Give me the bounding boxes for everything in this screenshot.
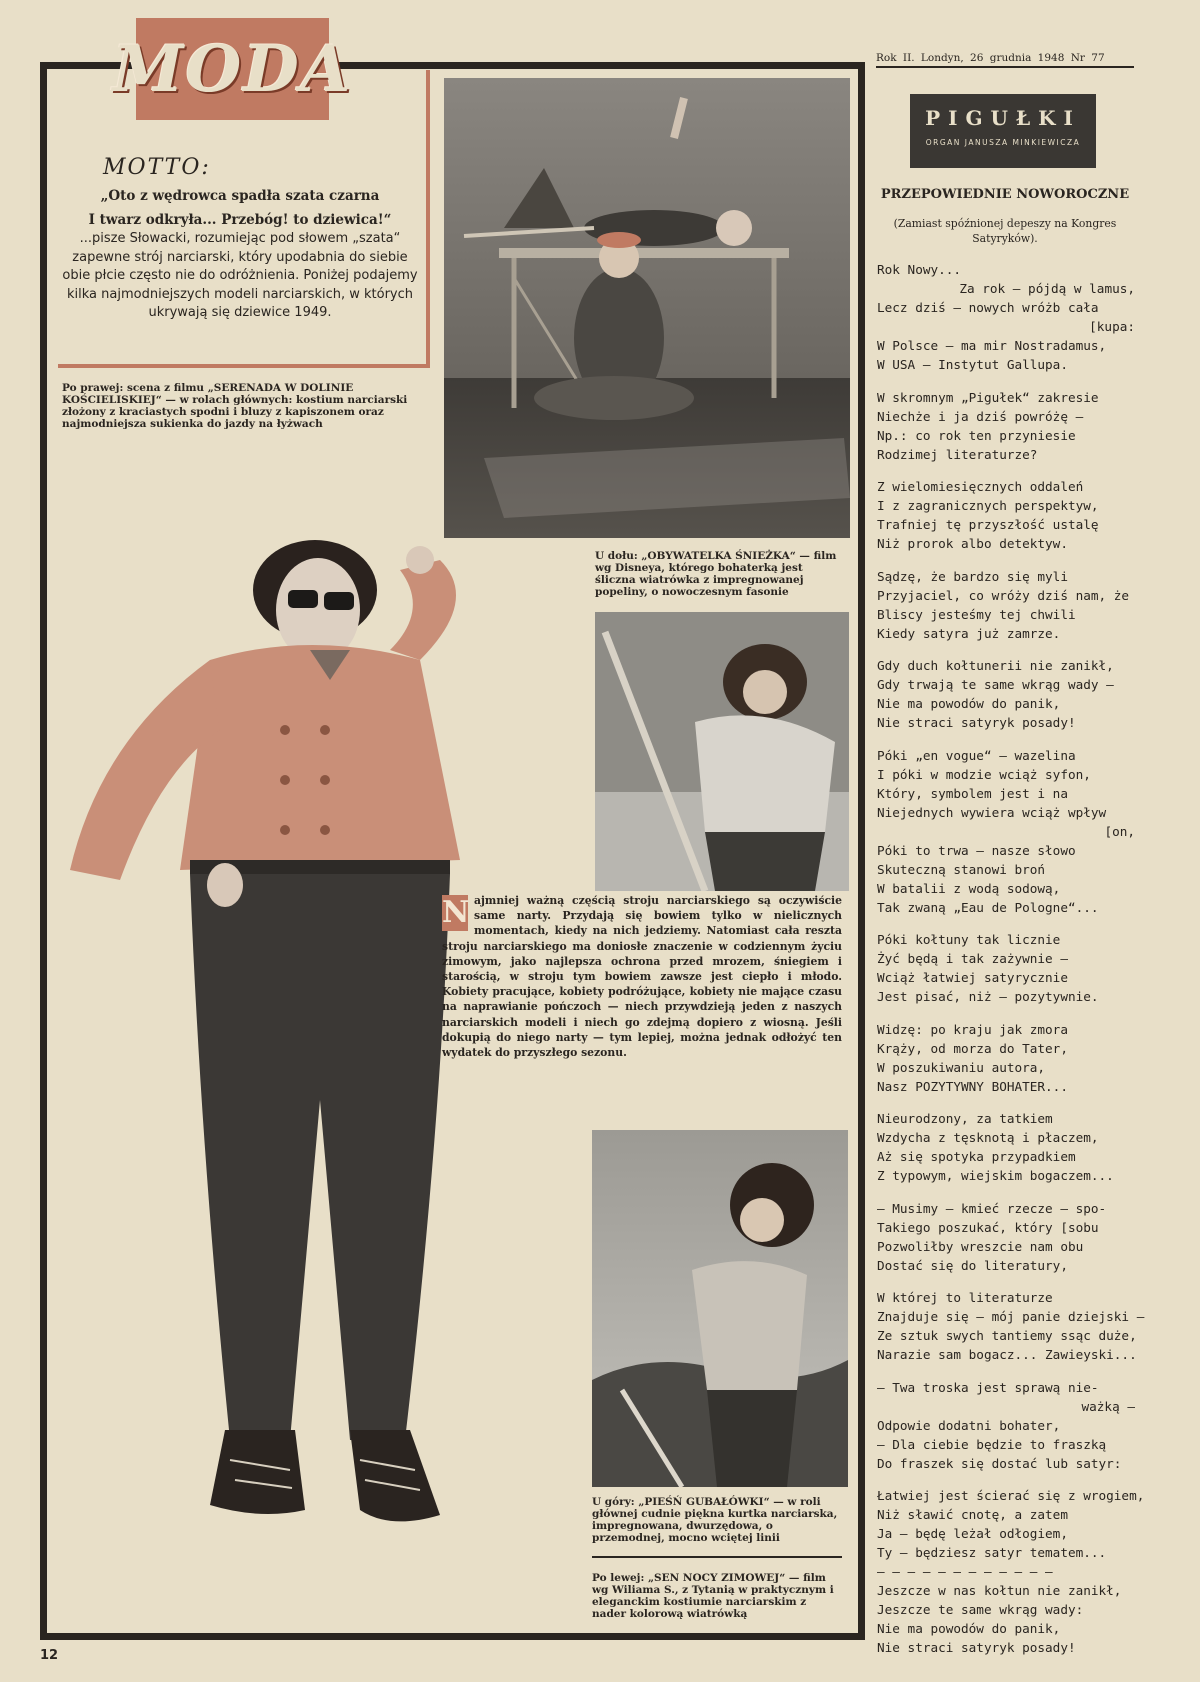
photo-gubalowka-illustration: [592, 1130, 848, 1487]
poem-line: Jeszcze te same wkrąg wady:: [877, 1602, 1084, 1617]
poem-line: Póki to trwa — nasze słowo: [877, 842, 1076, 858]
poem-line: — Twa troska jest sprawą nie-: [877, 1379, 1099, 1395]
fashion-model-figure: [60, 540, 600, 1630]
poem-line: Niechże i ja dziś powróżę —: [877, 408, 1084, 424]
poem-line: Ty — będziesz satyr tematem...: [877, 1545, 1107, 1560]
poem-line: Nie straci satyryk posady!: [877, 1640, 1076, 1655]
poem-line: Z wielomiesięcznych oddaleń: [877, 479, 1084, 494]
poem-line: Nie ma powodów do panik,: [877, 1621, 1061, 1636]
poem-line: Krąży, od morza do Tater,: [877, 1040, 1068, 1056]
poem-line: Ja — będę leżał odłogiem,: [877, 1526, 1068, 1541]
poem-line: — Musimy — kmieć rzecze — spo-: [877, 1200, 1107, 1216]
caption-sen-nocy: Po lewej: „SEN NOCY ZIMOWEJ“ — film wg Wiliama S., z Tytanią w praktycznym i eleganckim kostiumie narciarskim z nader kolorową wiatrówką: [592, 1572, 834, 1620]
poem-line: Trafniej tę przyszłość ustalę: [877, 517, 1099, 532]
poem-stanza: [877, 260, 1135, 374]
article-body: ajmniej ważną częścią stroju narciarskiego są oczywiście same narty. Przydają się bowiem tylko w nielicznych momentach, kiedy na nich jedziemy. Natomiast cała reszta stroju narciarskiego ma doniosłe znaczenie w codziennym życiu zimowym, jako najlepsza ochrona przed mrozem, śniegiem i starością, w stroju tym bowiem zawsze jest ciepło i młodo. Kobiety pracujące, kobiety podróżujące, kobiety nie mające czasu na naprawianie pończoch — niech przywdzieją jeden z naszych narciarskich modeli i niech go zdejmą dopiero z wiosną. Jeśli dokupią do niego narty — tym lepiej, można jednak odłożyć ten wydatek do przyszłego sezonu.: [442, 894, 842, 1060]
poem-stanza: [877, 746, 1135, 917]
poem-line: Niż prorok albo detektyw.: [877, 536, 1068, 551]
poem-line: Łatwiej jest ścierać się z wrogiem,: [877, 1488, 1145, 1503]
poem-line: Np.: co rok ten przyniesie: [877, 427, 1076, 443]
motto-title: MOTTO:: [103, 155, 211, 180]
page-number: 12: [40, 1648, 59, 1663]
poem-line: [kupa:: [1089, 319, 1135, 334]
moda-logo-text: MODA: [112, 31, 353, 107]
pigulki-banner: [910, 94, 1096, 168]
frame-border-top-right: [329, 62, 865, 69]
poem-line: W USA — Instytut Gallupa.: [877, 357, 1068, 372]
poem-line: W której to literaturze: [877, 1290, 1053, 1305]
poem-stanza: [877, 1020, 1135, 1096]
pigulki-subtitle: ORGAN JANUSZA MINKIEWICZA: [925, 138, 1081, 147]
poem-line: Nieurodzony, za tatkiem: [877, 1111, 1053, 1126]
motto-quote-line-1: „Oto z wędrowca spadła szata czarna: [100, 188, 380, 204]
poem-line: Gdy trwają te same wkrąg wady —: [877, 677, 1114, 692]
poem-stanza: [877, 930, 1135, 1006]
poem-line: Kiedy satyra już zamrze.: [877, 625, 1061, 641]
poem-stanza: [877, 1378, 1135, 1473]
poem-stanza: [877, 1486, 1145, 1657]
poem-line: Pozwoliłby wreszcie nam obu: [877, 1238, 1084, 1254]
article-dropcap: N: [442, 895, 470, 930]
photo-gubalowka: [592, 1130, 848, 1487]
poem-line: Jest pisać, niż — pozytywnie.: [877, 989, 1099, 1004]
poem-line: Odpowie dodatni bohater,: [877, 1417, 1061, 1433]
poem-line: Widzę: po kraju jak zmora: [877, 1021, 1068, 1037]
poem-line: Wzdycha z tęsknotą i płaczem,: [877, 1130, 1099, 1145]
poem-line: I póki w modzie wciąż syfon,: [877, 766, 1091, 782]
poem-line: [on,: [1104, 823, 1135, 839]
frame-border-right: [858, 62, 865, 1640]
poem-line: Skuteczną stanowi broń: [877, 861, 1046, 877]
poem-line: Przyjaciel, co wróży dziś nam, że: [877, 587, 1130, 603]
caption-divider: [592, 1556, 842, 1558]
poem-line: W batalii z wodą sodową,: [877, 880, 1061, 896]
poem-line: Znajduje się — mój panie dziejski —: [877, 1309, 1145, 1324]
caption-serenada: Po prawej: scena z filmu „SERENADA W DOLINIE KOŚCIELISKIEJ“ — w rolach głównych: kostium narciarski złożony z kraciastych spodni i bluzy z kapiszonem oraz najmodniejsza sukienka do jazdy na łyżwach: [62, 382, 408, 430]
poem-stanza: [877, 1199, 1135, 1275]
frame-border-bottom: [40, 1633, 865, 1640]
poem-line: Dostać się do literatury,: [877, 1257, 1068, 1273]
fashion-model-illustration: [60, 540, 600, 1630]
poem-line: Niejednych wywiera wciąż wpływ: [877, 804, 1107, 820]
poem-line: Nasz POZYTYWNY BOHATER...: [877, 1078, 1068, 1094]
article-text: [442, 893, 842, 1060]
poem-stanza: [877, 1109, 1135, 1185]
motto-body: ...pisze Słowacki, rozumiejąc pod słowem „szata“ zapewne strój narciarski, który upodabnia do siebie obie płcie często nie do odróżnienia. Poniżej podajemy kilka najmodniejszych modeli narciarskich, w których ukrywają się dziewice 1949.: [62, 231, 418, 320]
poem-line: W Polsce — ma mir Nostradamus,: [877, 338, 1107, 353]
poem-line: Sądzę, że bardzo się myli: [877, 568, 1068, 584]
caption-sniezka: U dołu: „OBYWATELKA ŚNIEŻKA“ — film wg Disneya, którego bohaterką jest śliczna wiatrówka z impregnowanej popeliny, o nowoczesnym fasonie: [595, 550, 837, 598]
poem-line: Wciąż łatwiej satyrycznie: [877, 970, 1068, 985]
poem-line: Gdy duch kołtunerii nie zanikł,: [877, 658, 1114, 673]
poem-line: Niż sławić cnotę, a zatem: [877, 1507, 1068, 1522]
poem-stanza: [877, 656, 1135, 732]
poem-stanza: [877, 567, 1135, 643]
poem-line: Tak zwaną „Eau de Pologne“...: [877, 899, 1099, 915]
motto-quote: [62, 184, 418, 232]
poem-line: W skromnym „Pigułek“ zakresie: [877, 389, 1099, 405]
poem-subtitle: (Zamiast spóźnionej depeszy na Kongres Satyryków).: [893, 217, 1117, 245]
photo-sniezka-illustration: [595, 612, 849, 891]
poem-stanza: [877, 1288, 1145, 1364]
caption-gubalowka: U góry: „PIEŚŃ GUBAŁÓWKI“ — w roli głównej cudnie piękna kurtka narciarska, impregnowana, dwurzędowa, o przemodnej, mocno wciętej linii: [592, 1496, 838, 1544]
photo-serenada-scene: [444, 78, 850, 538]
poem-line: Póki „en vogue“ — wazelina: [877, 747, 1076, 763]
poem-line: I z zagranicznych perspektyw,: [877, 498, 1099, 513]
poem-line: Aż się spotyka przypadkiem: [877, 1149, 1076, 1164]
poem-line: Który, symbolem jest i na: [877, 785, 1068, 801]
poem-line: Rok Nowy...: [877, 262, 962, 277]
poem-line: Póki kołtuny tak licznie: [877, 932, 1061, 947]
photo-sniezka: [595, 612, 849, 891]
photo-serenada-scene-illustration: [444, 78, 850, 538]
poem-line: Rodzimej literaturze?: [877, 446, 1038, 462]
poem-line: Nie straci satyryk posady!: [877, 715, 1076, 730]
poem-line: ważką —: [1081, 1398, 1135, 1414]
poem-stanza: [877, 388, 1135, 464]
poem-body: [877, 260, 1145, 1671]
poem-line: Lecz dziś — nowych wróżb cała: [877, 300, 1099, 315]
frame-border-left: [40, 62, 47, 1640]
poem-stanza: [877, 477, 1135, 553]
pigulki-title: PIGUŁKI: [925, 106, 1081, 130]
poem-line: Z typowym, wiejskim bogaczem...: [877, 1168, 1114, 1183]
poem-line: Nie ma powodów do panik,: [877, 696, 1061, 711]
poem-line: Bliscy jesteśmy tej chwili: [877, 606, 1076, 622]
poem-line: Takiego poszukać, który [sobu: [877, 1219, 1099, 1235]
poem-line: Żyć będą i tak zażywnie —: [877, 951, 1068, 966]
poem-line: Do fraszek się dostać lub satyr:: [877, 1455, 1122, 1471]
poem-title: PRZEPOWIEDNIE NOWOROCZNE: [880, 187, 1130, 202]
issue-header: Rok II. Londyn, 26 grudnia 1948 Nr 77: [876, 52, 1134, 68]
motto-quote-line-2: I twarz odkryła... Przebóg! to dziewica!“: [88, 212, 392, 228]
poem-line: Jeszcze w nas kołtun nie zanikł,: [877, 1583, 1122, 1598]
poem-line: Narazie sam bogacz... Zawieyski...: [877, 1347, 1137, 1362]
poem-line: Ze sztuk swych tantiemy ssąc duże,: [877, 1328, 1137, 1343]
poem-line: — Dla ciebie będzie to fraszką: [877, 1436, 1107, 1452]
poem-line: Za rok — pójdą w lamus,: [959, 281, 1135, 296]
poem-line: — — — — — — — — — — — —: [877, 1564, 1053, 1579]
poem-line: W poszukiwaniu autora,: [877, 1059, 1046, 1075]
